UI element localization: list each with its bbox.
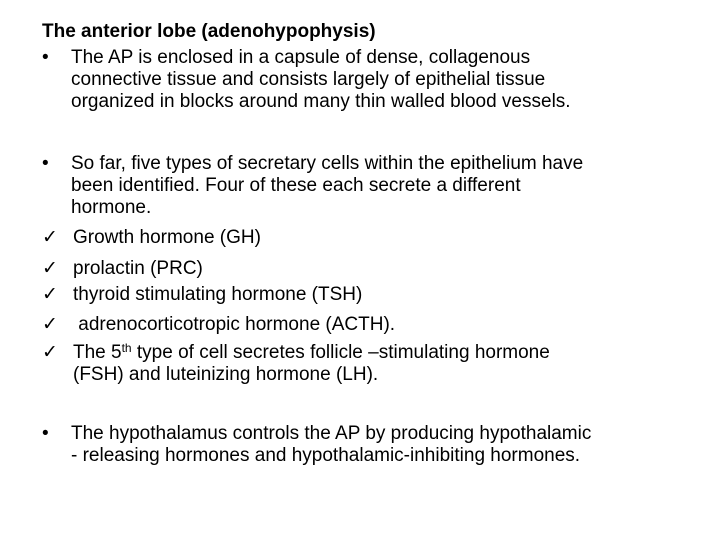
check-item-gh [42, 227, 702, 249]
check-text [73, 342, 702, 386]
check-item-tsh [42, 284, 702, 306]
bullet-text: The AP is enclosed in a capsule of dense, collagenous connective tissue and consists largely of epithelial tissue organized in blocks around many thin walled blood vessels. [71, 47, 571, 112]
checkmark-icon: ✓ [42, 258, 58, 279]
slide-title: The anterior lobe (adenohypophysis) [42, 21, 376, 42]
bullet-capsule [42, 47, 702, 113]
check-item-prc [42, 258, 702, 280]
check-text: adrenocorticotropic hormone (ACTH). [73, 314, 396, 335]
check-text: prolactin (PRC) [73, 258, 203, 279]
bullet-icon: • [42, 47, 49, 68]
check-item-fsh-lh [42, 342, 702, 386]
checkmark-icon: ✓ [42, 227, 58, 248]
checkmark-icon: ✓ [42, 314, 58, 335]
checkmark-icon: ✓ [42, 284, 58, 305]
bullet-icon: • [42, 153, 49, 174]
check-text: Growth hormone (GH) [73, 227, 261, 248]
check-text: thyroid stimulating hormone (TSH) [73, 284, 363, 305]
checkmark-icon: ✓ [42, 342, 58, 363]
fifth-prefix: The 5 [73, 342, 122, 363]
bullet-text: The hypothalamus controls the AP by producing hypothalamic - releasing hormones and hypothalamic-inhibiting hormones. [71, 423, 592, 466]
bullet-hypothalamus [42, 423, 702, 467]
bullet-text: So far, five types of secretary cells within the epithelium have been identified. Four of these each secrete a different hormone. [71, 153, 584, 218]
bullet-secretory-cells [42, 153, 702, 219]
bullet-icon: • [42, 423, 49, 444]
fifth-suffix: type of cell secretes follicle –stimulating hormone (FSH) and luteinizing hormone (LH). [73, 342, 550, 385]
check-item-acth [42, 314, 702, 336]
fifth-superscript: th [121, 341, 132, 355]
